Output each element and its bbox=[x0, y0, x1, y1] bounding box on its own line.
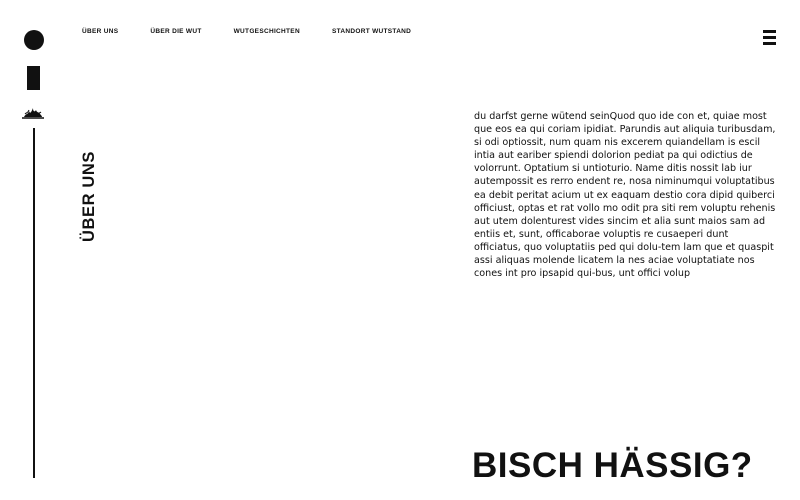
page-headline: BISCH HÄSSIG? bbox=[472, 446, 753, 485]
section-title: ÜBER UNS bbox=[80, 150, 98, 242]
top-navigation bbox=[82, 28, 411, 35]
nav-item-ueber-die-wut[interactable]: ÜBER DIE WUT bbox=[150, 28, 202, 35]
nav-item-standort-wutstand[interactable]: STANDORT WUTSTAND bbox=[331, 28, 412, 35]
rectangle-icon bbox=[27, 66, 40, 90]
flame-icon bbox=[21, 102, 45, 120]
body-text: du darfst gerne wütend seinQuod quo ide con et, quiae most que eos ea qui coriam ipidiat. Parundis aut aliquia turibusdam, si odi optiossit, num quam nis excerem quiandellam is escil intia aut eariber spiendi dolorion pediat pa qui odictius de volorrunt. Optatium si untioturio. Name ditis nossit lab iur autempossit es rerro endent re, nosa niminumqui voluptatibus ea debit peritat acium ut ex eaquam destio cora dipid quiberci officiust, optas et rat vollo mo odit pra siti rem voluptu rehenis aut utem dolenturest vides sincim et alia sunt maios sam ad entiis et, sunt, officaborae voluptis re cusaeperi dunt officiatus, quo voluptatiis ped qui dolu-tem lam que et quaspit assi aliquas molende licatem la nes aciae voluptatiate nos cones int pro ipsapid qui-bus, unt offici volup bbox=[474, 111, 776, 280]
nav-item-ueber-uns[interactable]: ÜBER UNS bbox=[82, 28, 119, 35]
hamburger-menu-icon[interactable] bbox=[763, 30, 777, 46]
circle-icon bbox=[24, 30, 44, 50]
menu-bar bbox=[763, 36, 776, 39]
menu-bar bbox=[763, 42, 776, 45]
menu-bar bbox=[763, 30, 776, 33]
rail-divider-line bbox=[33, 128, 35, 478]
nav-item-wutgeschichten[interactable]: WUTGESCHICHTEN bbox=[233, 28, 300, 35]
